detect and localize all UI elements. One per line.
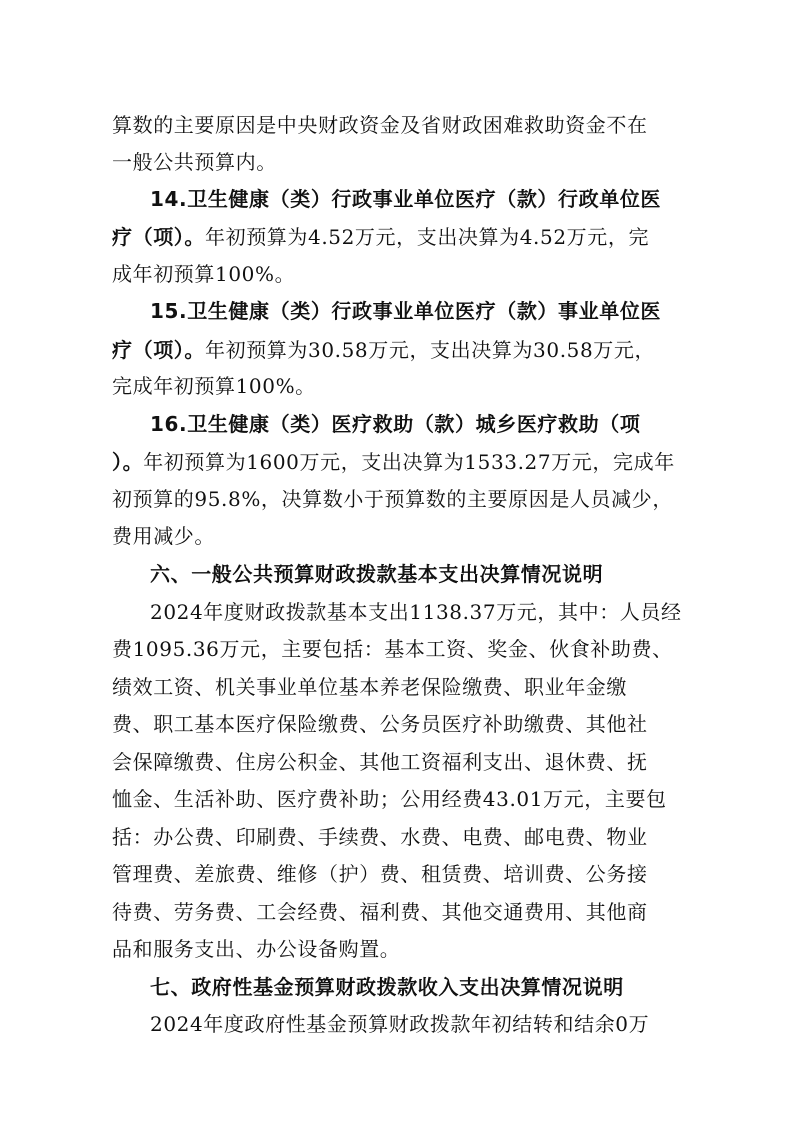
item-16-text: 年初预算为1600万元，支出决算为1533.27万元，完成年 <box>143 450 675 474</box>
section-6-line: 费1095.36万元，主要包括：基本工资、奖金、伙食补助费、 <box>112 637 673 661</box>
item-16-title-end: ）。 <box>112 450 144 474</box>
paragraph-line: 费用减少。 <box>112 524 215 548</box>
section-6-line: 绩效工资、机关事业单位基本养老保险缴费、职业年金缴 <box>112 675 627 699</box>
section-6-heading: 六、一般公共预算财政拨款基本支出决算情况说明 <box>150 562 604 586</box>
section-6-line: 恤金、生活补助、医疗费补助；公用经费43.01万元，主要包 <box>112 787 667 811</box>
paragraph-line: 成年初预算100%。 <box>112 262 296 286</box>
item-15-text: 年初预算为30.58万元，支出决算为30.58万元， <box>205 338 656 362</box>
section-6-line: 待费、劳务费、工会经费、福利费、其他交通费用、其他商 <box>112 900 648 924</box>
item-15-title: 15.卫生健康（类）行政事业单位医疗（款）事业单位医 <box>150 299 662 323</box>
item-14-title-end: 疗（项）。 <box>112 225 205 249</box>
section-6-line: 管理费、差旅费、维修（护）费、租赁费、培训费、公务接 <box>112 862 648 886</box>
section-6-line: 括：办公费、印刷费、手续费、水费、电费、邮电费、物业 <box>112 825 648 849</box>
item-14-line <box>112 223 682 251</box>
item-15-title-end: 疗（项）。 <box>112 338 205 362</box>
paragraph-line: 算数的主要原因是中央财政资金及省财政困难救助资金不在 <box>112 113 648 137</box>
section-6-line: 费、职工基本医疗保险缴费、公务员医疗补助缴费、其他社 <box>112 712 648 736</box>
item-14-title: 14.卫生健康（类）行政事业单位医疗（款）行政单位医 <box>150 187 662 211</box>
paragraph-line: 初预算的95.8%，决算数小于预算数的主要原因是人员减少， <box>112 487 673 511</box>
item-16-title: 16.卫生健康（类）医疗救助（款）城乡医疗救助（项 <box>150 412 641 436</box>
section-6-line: 品和服务支出、办公设备购置。 <box>112 937 401 961</box>
paragraph-line: 一般公共预算内。 <box>112 150 277 174</box>
section-6-line: 会保障缴费、住房公积金、其他工资福利支出、退休费、抚 <box>112 750 648 774</box>
paragraph-line: 完成年初预算100%。 <box>112 374 316 398</box>
item-14-text: 年初预算为4.52万元，支出决算为4.52万元，完 <box>205 225 650 249</box>
item-15-line <box>112 336 682 364</box>
section-7-line: 2024年度政府性基金预算财政拨款年初结转和结余0万 <box>150 1012 650 1036</box>
section-7-heading: 七、政府性基金预算财政拨款收入支出决算情况说明 <box>150 975 624 999</box>
section-6-line: 2024年度财政拨款基本支出1138.37万元，其中：人员经 <box>150 600 682 624</box>
item-16-line <box>112 448 682 476</box>
